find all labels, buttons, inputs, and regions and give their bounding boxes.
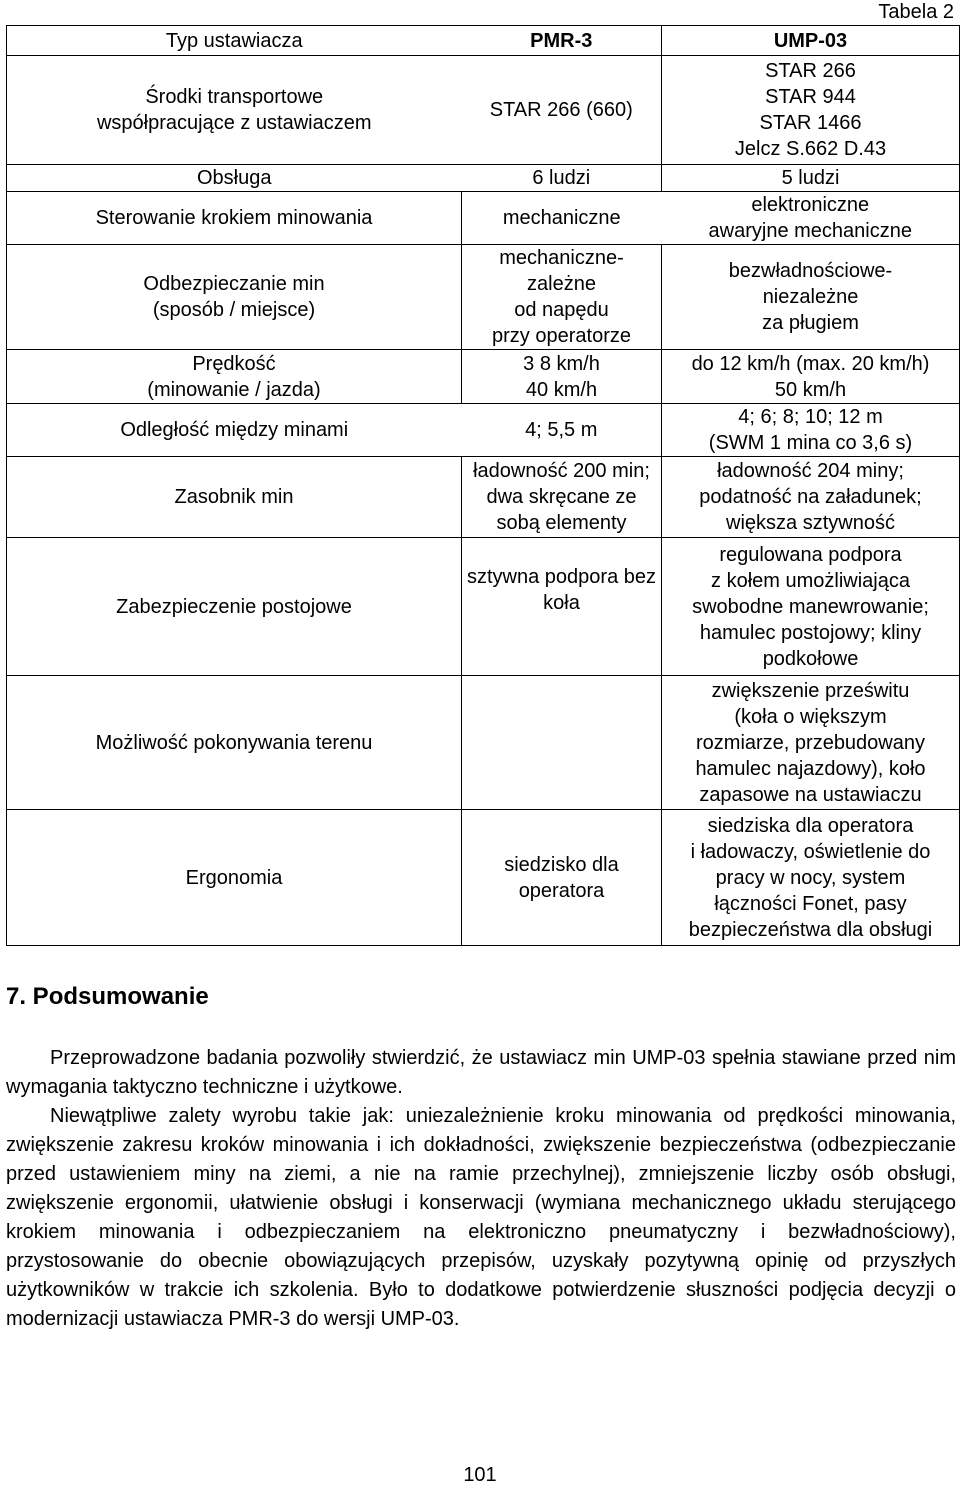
ump03-cell: 5 ludzi [662, 165, 960, 192]
pmr3-cell: mechaniczne [462, 192, 662, 245]
comparison-table [6, 25, 960, 946]
row-label: Typ ustawiacza [7, 26, 462, 56]
section-heading: 7. Podsumowanie [6, 983, 209, 1010]
table-row [7, 192, 960, 245]
row-label: Odbezpieczanie min (sposób / miejsce) [7, 245, 462, 350]
row-label: Zasobnik min [7, 457, 462, 538]
table-row [7, 457, 960, 538]
pmr3-cell [462, 676, 662, 810]
table-row [7, 245, 960, 350]
summary-paragraph: Przeprowadzone badania pozwoliły stwierdzić, że ustawiacz min UMP-03 spełnia stawiane przed nim wymagania taktyczno techniczne i użytkowe. [6, 1047, 956, 1098]
pmr3-cell: sztywna podpora bez koła [462, 538, 662, 676]
ump03-cell: 4; 6; 8; 10; 12 m (SWM 1 mina co 3,6 s) [662, 404, 960, 457]
ump03-cell: siedziska dla operatora i ładowaczy, oświetlenie do pracy w nocy, system łączności Fonet, pasy bezpieczeństwa dla obsługi [662, 810, 960, 946]
ump03-cell: zwiększenie prześwitu (koła o większym rozmiarze, przebudowany hamulec najazdowy), koło zapasowe na ustawiaczu [662, 676, 960, 810]
pmr3-cell: PMR-3 [462, 26, 662, 56]
table-row [7, 165, 960, 192]
row-label: Możliwość pokonywania terenu [7, 676, 462, 810]
row-label: Prędkość (minowanie / jazda) [7, 350, 462, 404]
row-label: Sterowanie krokiem minowania [7, 192, 462, 245]
pmr3-cell: siedzisko dla operatora [462, 810, 662, 946]
ump03-cell: regulowana podpora z kołem umożliwiająca swobodne manewrowanie; hamulec postojowy; kliny podkołowe [662, 538, 960, 676]
table-row [7, 26, 960, 56]
row-label: Środki transportowe współpracujące z ustawiaczem [7, 56, 462, 165]
pmr3-cell: STAR 266 (660) [462, 56, 662, 165]
table-row [7, 810, 960, 946]
pmr3-cell: mechaniczne-zależne od napędu przy operatorze [462, 245, 662, 350]
table-row [7, 350, 960, 404]
table-row [7, 56, 960, 165]
pmr3-cell: 3 8 km/h 40 km/h [462, 350, 662, 404]
row-label: Obsługa [7, 165, 462, 192]
table-row [7, 404, 960, 457]
pmr3-cell: ładowność 200 min; dwa skręcane ze sobą elementy [462, 457, 662, 538]
ump03-cell: UMP-03 [662, 26, 960, 56]
pmr3-cell: 6 ludzi [462, 165, 662, 192]
ump03-cell: do 12 km/h (max. 20 km/h) 50 km/h [662, 350, 960, 404]
pmr3-cell: 4; 5,5 m [462, 404, 662, 457]
table-row [7, 676, 960, 810]
row-label: Ergonomia [7, 810, 462, 946]
ump03-cell: elektroniczne awaryjne mechaniczne [662, 192, 960, 245]
summary-paragraph: Niewątpliwe zalety wyrobu takie jak: uniezależnienie kroku minowania od prędkości minowania, zwiększenie zakresu kroków minowania i ich dokładności, zwiększenie bezpieczeństwa (odbezpieczanie przed ustawieniem miny na ziemi, a nie na ramie przechylnej), zmniejszenie liczby osób obsługi, zwiększenie ergonomii, ułatwienie obsługi i konserwacji (wymiana mechanicznego układu sterującego krokiem minowania i odbezpieczaniem na elektroniczno pneumatyczny i bezwładnościowy), przystosowanie do obecnie obowiązujących przepisów, uzyskały pozytywną opinię od przyszłych użytkowników w trakcie ich szkolenia. Było to dodatkowe potwierdzenie słuszności podjęcia decyzji o modernizacji ustawiacza PMR-3 do wersji UMP-03. [6, 1105, 956, 1330]
row-label: Odległość między minami [7, 404, 462, 457]
ump03-cell: STAR 266 STAR 944 STAR 1466 Jelcz S.662 D.43 [662, 56, 960, 165]
row-label: Zabezpieczenie postojowe [7, 538, 462, 676]
table-row [7, 538, 960, 676]
ump03-cell: bezwładnościowe- niezależne za pługiem [662, 245, 960, 350]
ump03-cell: ładowność 204 miny; podatność na załadunek; większa sztywność [662, 457, 960, 538]
page-number: 101 [463, 1464, 497, 1486]
table-number: Tabela 2 [878, 1, 954, 23]
